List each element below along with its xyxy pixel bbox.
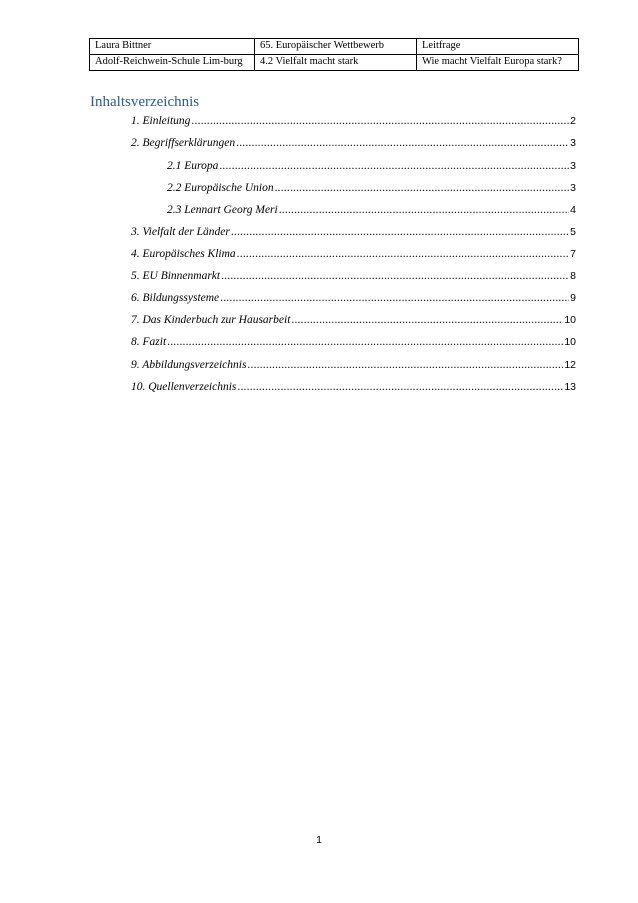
toc-entry-title: 5. EU Binnenmarkt	[131, 270, 221, 282]
school-cell: Adolf-Reichwein-Schule Lim-burg	[90, 55, 255, 71]
toc-entry[interactable]	[131, 114, 576, 128]
toc-entry-page: 13	[564, 381, 576, 393]
toc-entry[interactable]	[167, 159, 576, 173]
toc-entry-page: 12	[564, 359, 576, 371]
toc-entry-page: 3	[570, 182, 576, 194]
guiding-question-label-cell: Leitfrage	[417, 39, 579, 55]
toc-leader-dots	[237, 247, 569, 261]
toc-entry-title: 7. Das Kinderbuch zur Hausarbeit	[131, 314, 291, 326]
toc-leader-dots	[237, 380, 563, 394]
toc-entry[interactable]	[167, 203, 576, 217]
toc-entry-title: 10. Quellenverzeichnis	[131, 381, 237, 393]
toc-entry-title: 6. Bildungssysteme	[131, 292, 220, 304]
toc-entry-title: 8. Fazit	[131, 336, 167, 348]
toc-entry-title: 2.2 Europäische Union	[167, 182, 274, 194]
toc-leader-dots	[236, 136, 569, 150]
toc-leader-dots	[167, 335, 563, 349]
toc-entry-page: 4	[570, 204, 576, 216]
toc-entry-page: 7	[570, 248, 576, 260]
toc-entry-page: 8	[570, 270, 576, 282]
topic-cell: 4.2 Vielfalt macht stark	[255, 55, 417, 71]
toc-leader-dots	[291, 313, 563, 327]
guiding-question-cell: Wie macht Vielfalt Europa stark?	[417, 55, 579, 71]
toc-heading: Inhaltsverzeichnis	[90, 94, 200, 110]
toc-entry-page: 10	[564, 336, 576, 348]
toc-entry-page: 10	[564, 314, 576, 326]
toc-entry-title: 2.3 Lennart Georg Meri	[167, 204, 278, 216]
toc-entry-page: 5	[570, 226, 576, 238]
page-number: 1	[316, 834, 322, 846]
toc-entry-title: 4. Europäisches Klima	[131, 248, 236, 260]
toc-leader-dots	[247, 358, 563, 372]
toc-entry-page: 2	[570, 115, 576, 127]
toc-entry-page: 3	[570, 160, 576, 172]
toc-entry[interactable]	[131, 335, 576, 349]
toc-entry-page: 3	[570, 137, 576, 149]
toc-entry[interactable]	[131, 358, 576, 372]
toc-entry[interactable]	[131, 291, 576, 305]
author-cell: Laura Bittner	[90, 39, 255, 55]
toc-entry-page: 9	[570, 292, 576, 304]
toc-entry[interactable]	[131, 269, 576, 283]
toc-entry-title: 1. Einleitung	[131, 115, 191, 127]
toc-entry-title: 2. Begriffserklärungen	[131, 137, 236, 149]
toc-leader-dots	[221, 269, 569, 283]
toc-entry-title: 2.1 Europa	[167, 160, 219, 172]
competition-cell: 65. Europäischer Wettbewerb	[255, 39, 417, 55]
toc-leader-dots	[219, 159, 569, 173]
toc-leader-dots	[191, 114, 569, 128]
toc-entry-title: 3. Vielfalt der Länder	[131, 226, 230, 238]
toc-leader-dots	[279, 203, 569, 217]
toc-entry[interactable]	[131, 380, 576, 394]
toc-entry[interactable]	[131, 225, 576, 239]
toc-entry-title: 9. Abbildungsverzeichnis	[131, 359, 247, 371]
toc-entry[interactable]	[131, 313, 576, 327]
toc-entry[interactable]	[131, 247, 576, 261]
toc-entry[interactable]	[167, 181, 576, 195]
toc-leader-dots	[220, 291, 569, 305]
toc-leader-dots	[231, 225, 569, 239]
toc-entry[interactable]	[131, 136, 576, 150]
toc-leader-dots	[275, 181, 570, 195]
